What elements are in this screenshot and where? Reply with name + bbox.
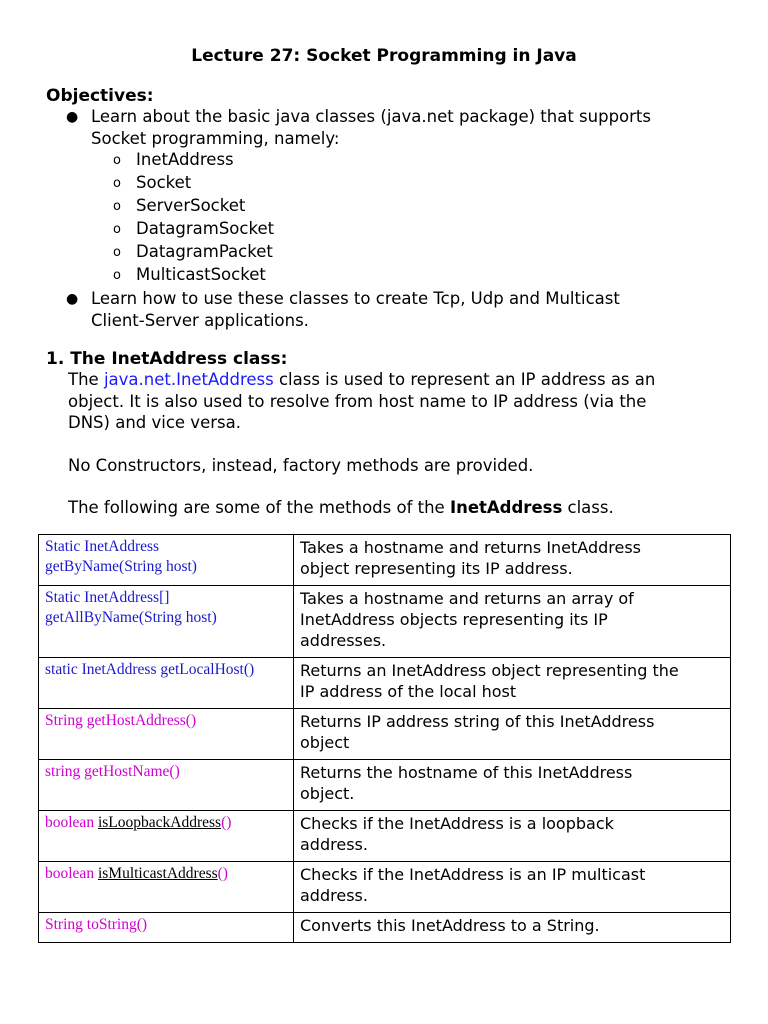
class-list-item: ServerSocket	[136, 196, 246, 215]
desc-line: Returns the hostname of this InetAddress	[300, 763, 633, 782]
para-text: The following are some of the methods of the	[68, 498, 450, 517]
bullet-icon: ●	[66, 109, 79, 125]
method-signature	[39, 586, 294, 658]
table-row	[39, 760, 731, 811]
page-title: Lecture 27: Socket Programming in Java	[191, 46, 577, 66]
table-row	[39, 862, 731, 913]
class-list-item: Socket	[136, 173, 192, 192]
desc-line: Takes a hostname and returns InetAddress	[300, 538, 642, 557]
desc-line: Takes a hostname and returns an array of	[300, 589, 634, 608]
sig-line: static InetAddress getLocalHost()	[45, 661, 255, 678]
method-signature	[39, 760, 294, 811]
section1-para1-line3: DNS) and vice versa.	[68, 413, 241, 432]
method-description	[294, 913, 731, 943]
method-signature	[39, 913, 294, 943]
para-text: class.	[562, 498, 614, 517]
sig-line: getAllByName(String host)	[45, 609, 217, 626]
desc-line: Returns an InetAddress object representing the	[300, 661, 679, 680]
desc-line: InetAddress objects representing its IP	[300, 610, 608, 629]
class-list-item: MulticastSocket	[136, 265, 266, 284]
method-description	[294, 760, 731, 811]
circle-bullet-icon: o	[113, 245, 121, 260]
method-description	[294, 862, 731, 913]
desc-line: addresses.	[300, 631, 387, 650]
desc-line: object.	[300, 784, 355, 803]
section1-para1-line2: object. It is also used to resolve from host name to IP address (via the	[68, 392, 647, 411]
sig-paren: ()	[217, 865, 228, 882]
circle-bullet-icon: o	[113, 222, 121, 237]
method-signature	[39, 862, 294, 913]
section1-heading: 1. The InetAddress class:	[46, 349, 288, 369]
method-description	[294, 658, 731, 709]
sig-name: isMulticastAddress	[97, 865, 218, 882]
class-link: java.net.InetAddress	[103, 370, 274, 389]
objective-bullet2-line2: Client-Server applications.	[91, 311, 309, 330]
class-name-bold: InetAddress	[449, 498, 563, 517]
table-row	[39, 913, 731, 943]
class-list-item: InetAddress	[136, 150, 234, 169]
para-text: class is used to represent an IP address as an	[273, 370, 656, 389]
sig-type: boolean	[45, 814, 95, 831]
bullet-icon: ●	[66, 291, 79, 307]
sig-line: Static InetAddress[]	[45, 589, 170, 606]
desc-line: address.	[300, 886, 368, 905]
circle-bullet-icon: o	[113, 268, 121, 283]
method-signature	[39, 709, 294, 760]
method-description	[294, 709, 731, 760]
method-description	[294, 811, 731, 862]
desc-line: Checks if the InetAddress is an IP multicast	[300, 865, 646, 884]
section1-para3	[68, 497, 614, 518]
table-row	[39, 535, 731, 586]
sig-paren: ()	[221, 814, 232, 831]
sig-type: boolean	[45, 865, 95, 882]
desc-line: IP address of the local host	[300, 682, 517, 701]
method-description	[294, 586, 731, 658]
method-signature	[39, 535, 294, 586]
table-row	[39, 811, 731, 862]
desc-line: Returns IP address string of this InetAddress	[300, 712, 655, 731]
class-list-item: DatagramPacket	[136, 242, 273, 261]
table-row	[39, 658, 731, 709]
sig-name: isLoopbackAddress	[97, 814, 222, 831]
sig-line: getByName(String host)	[45, 558, 197, 575]
sig-line: String toString()	[45, 916, 148, 933]
para-text: The	[68, 370, 104, 389]
table-row	[39, 709, 731, 760]
circle-bullet-icon: o	[113, 199, 121, 214]
desc-line: Checks if the InetAddress is a loopback	[300, 814, 614, 833]
desc-line: address.	[300, 835, 368, 854]
section1-para1-line1	[68, 369, 655, 390]
circle-bullet-icon: o	[113, 176, 121, 191]
objective-bullet1-line1: Learn about the basic java classes (java.net package) that supports	[91, 107, 652, 126]
methods-table	[38, 534, 731, 943]
objective-bullet2-line1: Learn how to use these classes to create Tcp, Udp and Multicast	[91, 289, 620, 308]
table-row	[39, 586, 731, 658]
method-description	[294, 535, 731, 586]
method-signature	[39, 811, 294, 862]
desc-line: object representing its IP address.	[300, 559, 573, 578]
class-list-item: DatagramSocket	[136, 219, 275, 238]
objective-bullet1-line2: Socket programming, namely:	[91, 129, 340, 148]
sig-line: Static InetAddress	[45, 538, 160, 555]
sig-line: string getHostName()	[45, 763, 180, 780]
section1-para2: No Constructors, instead, factory methods are provided.	[68, 456, 534, 475]
desc-line: Converts this InetAddress to a String.	[300, 916, 600, 935]
circle-bullet-icon: o	[113, 153, 121, 168]
sig-line: String getHostAddress()	[45, 712, 197, 729]
method-signature	[39, 658, 294, 709]
desc-line: object	[300, 733, 350, 752]
objectives-heading: Objectives:	[46, 86, 154, 106]
